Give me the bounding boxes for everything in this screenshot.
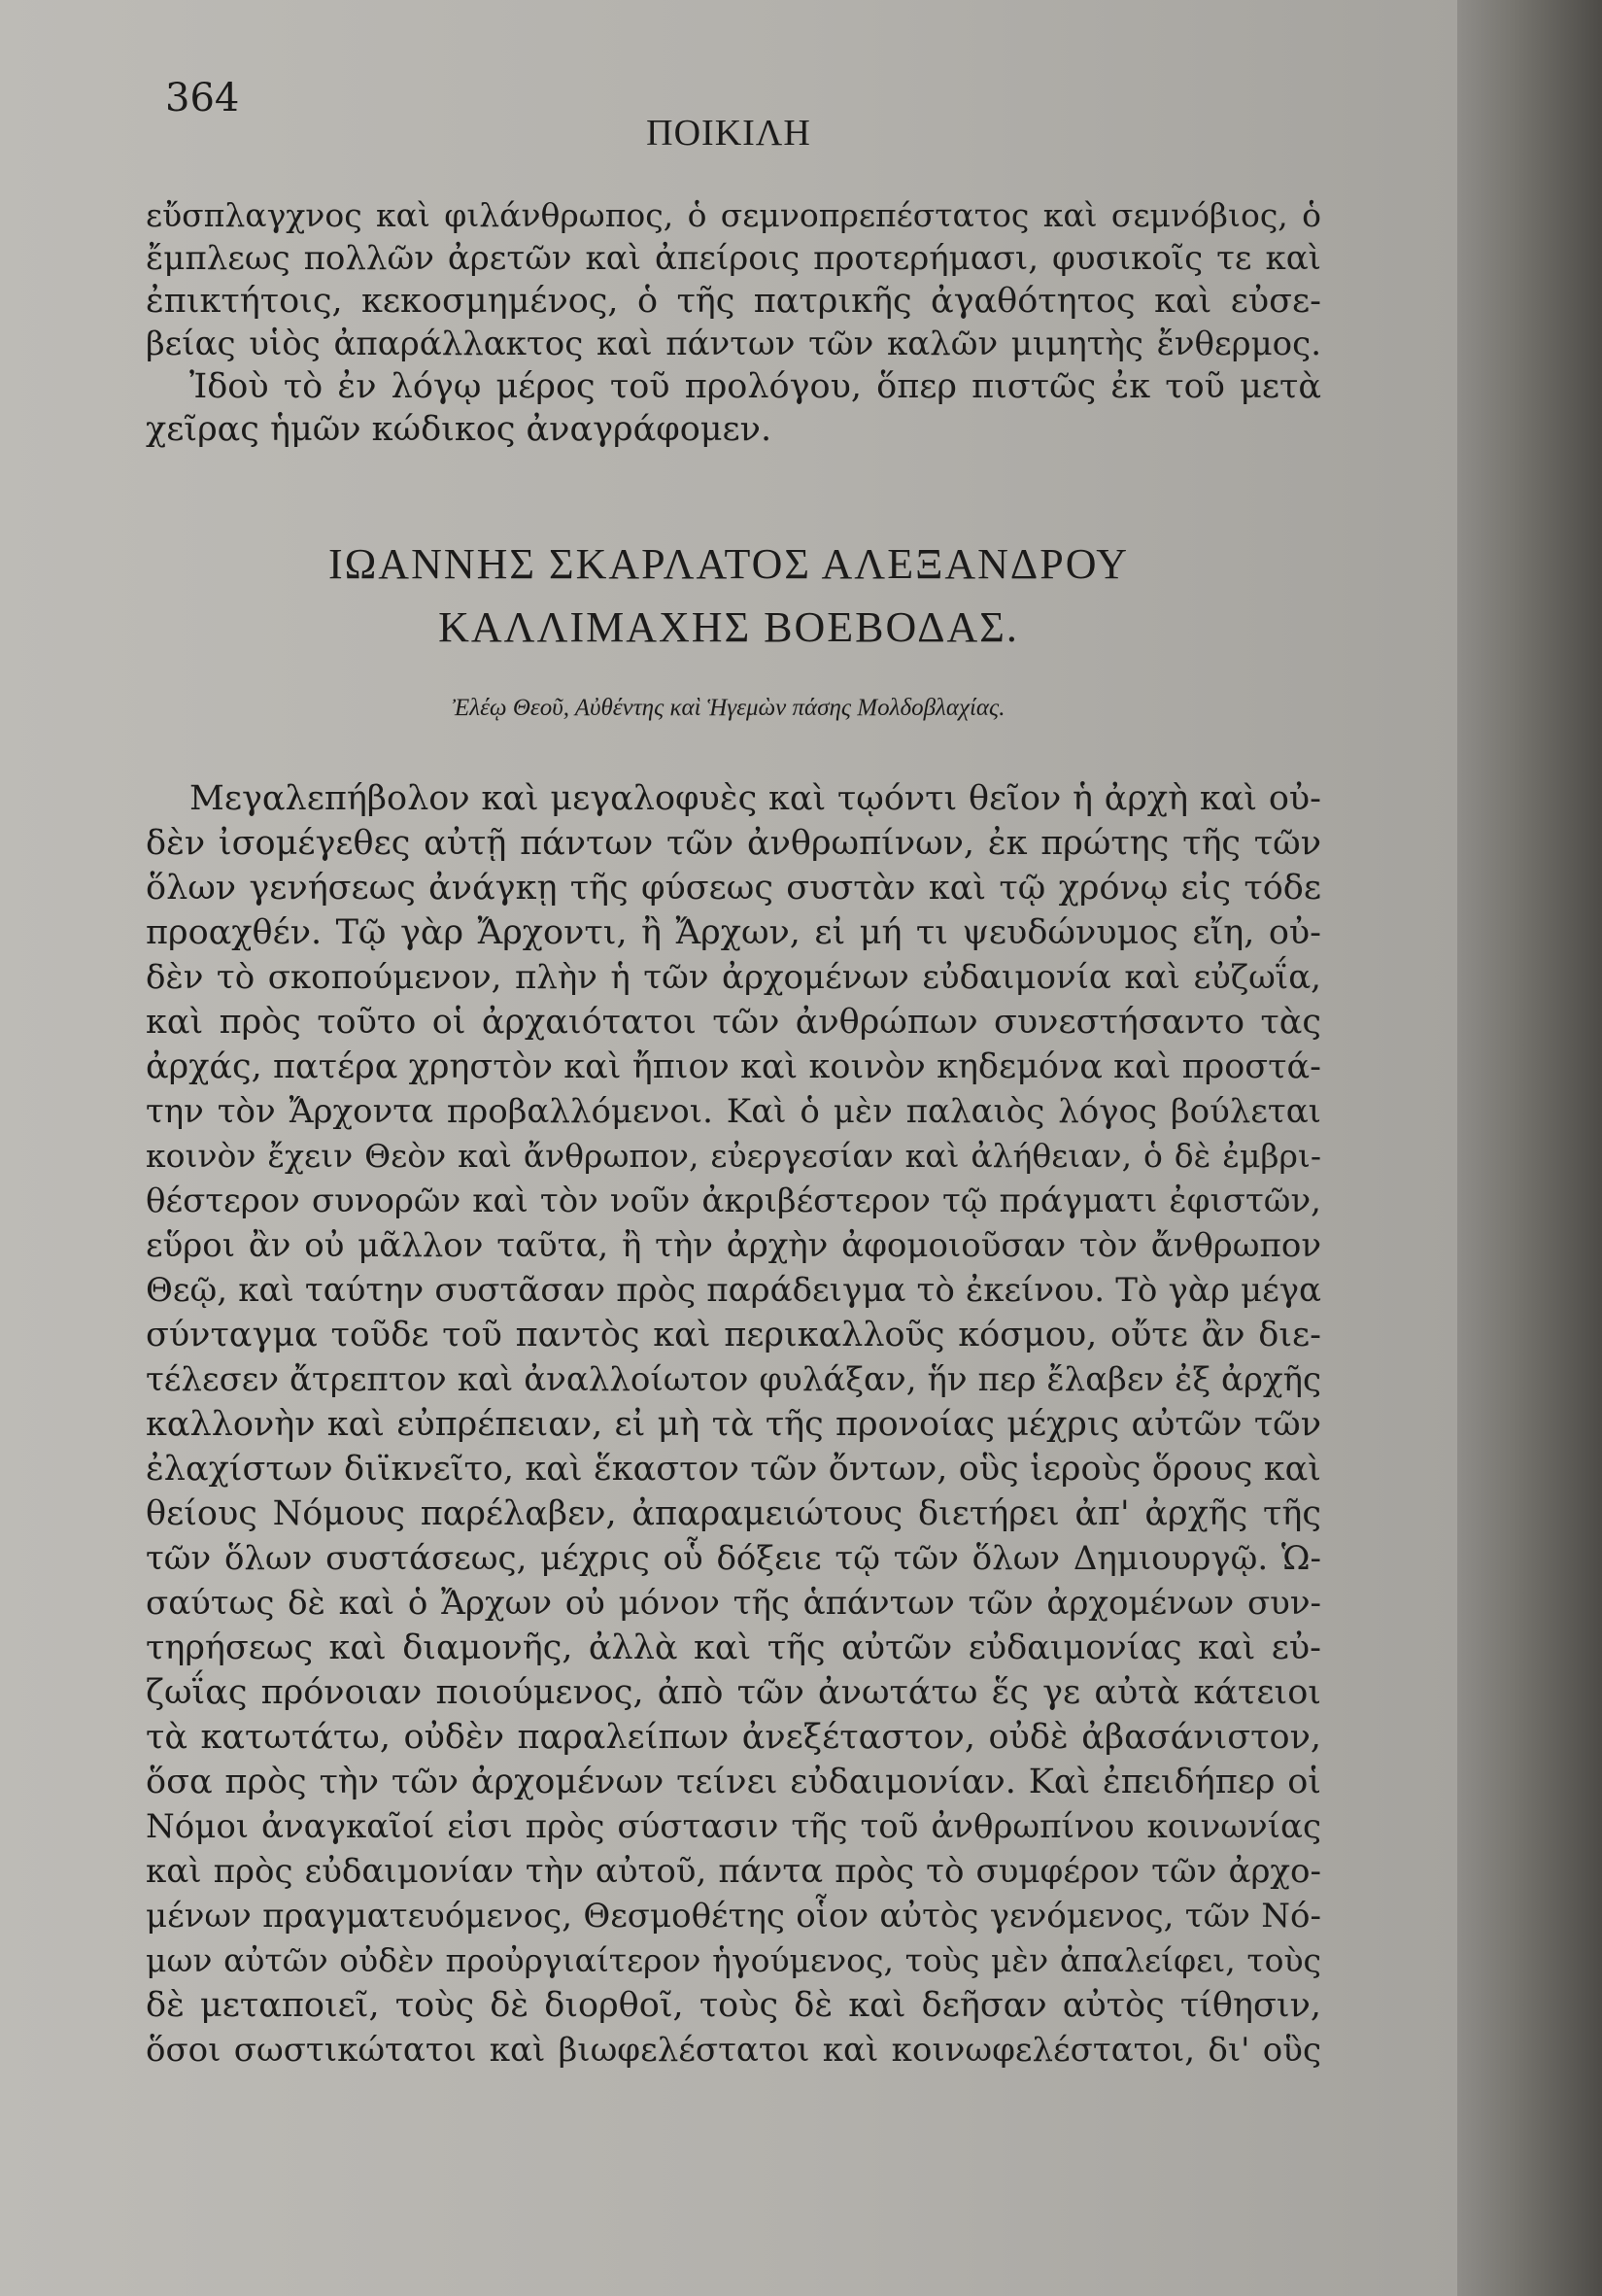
body-line: τῶν ὅλων συστάσεως, μέχρις οὗ δόξειε τῷ τῶν ὅλων Δημιουργῷ. Ὡ- [146, 1539, 1321, 1578]
intro-line: χεῖρας ἡμῶν κώδικος ἀναγράφομεν. [146, 410, 772, 449]
document-heading-line2: ΚΑΛΛΙΜΑΧΗΣ ΒΟΕΒΟΔΑΣ. [438, 603, 1019, 651]
body-line: θείους Νόμους παρέλαβεν, ἀπαραμειώτους διετήρει ἀπ' ἀρχῆς τῆς [146, 1494, 1321, 1533]
body-line: δὲν τὸ σκοπούμενον, πλὴν ἡ τῶν ἀρχομένων εὐδαιμονία καὶ εὐζωΐα, [146, 958, 1321, 997]
body-line: τηρήσεως καὶ διαμονῆς, ἀλλὰ καὶ τῆς αὐτῶν εὐδαιμονίας καὶ εὐ- [146, 1628, 1321, 1667]
body-line: μων αὐτῶν οὐδὲν προὐργιαίτερον ἡγούμενος, τοὺς μὲν ἀπαλείφει, τοὺς [146, 1941, 1321, 1979]
body-line: εὕροι ἂν οὐ μᾶλλον ταῦτα, ἢ τὴν ἀρχὴν ἀφομοιοῦσαν τὸν ἄνθρωπον [146, 1226, 1321, 1265]
body-line: ὅλων γενήσεως ἀνάγκῃ τῆς φύσεως συστὰν καὶ τῷ χρόνῳ εἰς τόδε [146, 869, 1321, 908]
body-line: προαχθέν. Τῷ γὰρ Ἄρχοντι, ἢ Ἄρχων, εἰ μή τι ψευδώνυμος εἴη, οὐ- [146, 913, 1321, 952]
body-line: ἐλαχίστων διϊκνεῖτο, καὶ ἕκαστον τῶν ὄντων, οὓς ἱεροὺς ὅρους καὶ [146, 1450, 1321, 1489]
body-line: σαύτως δὲ καὶ ὁ Ἄρχων οὐ μόνον τῆς ἁπάντων τῶν ἀρχομένων συν- [146, 1584, 1321, 1623]
body-line: Νόμοι ἀναγκαῖοί εἰσι πρὸς σύστασιν τῆς τοῦ ἀνθρωπίνου κοινωνίας [146, 1807, 1321, 1846]
body-line: τέλεσεν ἄτρεπτον καὶ ἀναλλοίωτον φυλάξαν, ἥν περ ἔλαβεν ἐξ ἀρχῆς [146, 1360, 1321, 1399]
page-number: 364 [165, 76, 240, 120]
body-line: κοινὸν ἔχειν Θεὸν καὶ ἄνθρωπον, εὐεργεσίαν καὶ ἀλήθειαν, ὁ δὲ ἐμβρι- [146, 1137, 1321, 1175]
intro-line: ἐπικτήτοις, κεκοσμημένος, ὁ τῆς πατρικῆς ἀγαθότητος καὶ εὐσε- [146, 282, 1321, 321]
body-line: την τὸν Ἄρχοντα προβαλλόμενοι. Καὶ ὁ μὲν παλαιὸς λόγος βούλεται [146, 1092, 1321, 1131]
body-line: ὅσοι σωστικώτατοι καὶ βιωφελέστατοι καὶ κοινωφελέστατοι, δι' οὓς [146, 2031, 1321, 2070]
body-line: τὰ κατωτάτω, οὐδὲν παραλείπων ἀνεξέταστον, οὐδὲ ἀβασάνιστον, [146, 1718, 1321, 1757]
body-line: δὲν ἰσομέγεθες αὐτῇ πάντων τῶν ἀνθρωπίνων, ἐκ πρώτης τῆς τῶν [146, 824, 1321, 863]
intro-line: βείας υἱὸς ἀπαράλλακτος καὶ πάντων τῶν καλῶν μιμητὴς ἔνθερμος. [146, 325, 1321, 363]
body-line: καὶ πρὸς τοῦτο οἱ ἀρχαιότατοι τῶν ἀνθρώπων συνεστήσαντο τὰς [146, 1003, 1321, 1042]
document-heading-line1: ΙΩΑΝΝΗΣ ΣΚΑΡΛΑΤΟΣ ΑΛΕΞΑΝΔΡΟΥ [327, 540, 1130, 588]
body-line: Μεγαλεπήβολον καὶ μεγαλοφυὲς καὶ τῳόντι θεῖον ἡ ἀρχὴ καὶ οὐ- [189, 779, 1321, 818]
intro-line: εὔσπλαγχνος καὶ φιλάνθρωπος, ὁ σεμνοπρεπέστατος καὶ σεμνόβιος, ὁ [146, 196, 1321, 234]
body-line: καλλονὴν καὶ εὐπρέπειαν, εἰ μὴ τὰ τῆς προνοίας μέχρις αὐτῶν τῶν [146, 1405, 1321, 1444]
body-line: καὶ πρὸς εὐδαιμονίαν τὴν αὐτοῦ, πάντα πρὸς τὸ συμφέρον τῶν ἀρχο- [146, 1852, 1321, 1891]
body-line: Θεῷ, καὶ ταύτην συστᾶσαν πρὸς παράδειγμα τὸ ἐκείνου. Τὸ γὰρ μέγα [146, 1271, 1321, 1310]
intro-line: Ἰδοὺ τὸ ἐν λόγῳ μέρος τοῦ προλόγου, ὅπερ πιστῶς ἐκ τοῦ μετὰ [189, 367, 1321, 406]
intro-line: ἔμπλεως πολλῶν ἀρετῶν καὶ ἀπείροις προτερήμασι, φυσικοῖς τε καὶ [146, 239, 1321, 278]
body-line: ὅσα πρὸς τὴν τῶν ἀρχομένων τείνει εὐδαιμονίαν. Καὶ ἐπειδήπερ οἱ [146, 1763, 1321, 1801]
body-line: ζωΐας πρόνοιαν ποιούμενος, ἀπὸ τῶν ἀνωτάτω ἕς γε αὐτὰ κάτειοι [146, 1673, 1321, 1712]
document-subheading: Ἐλέῳ Θεοῦ, Αὐθέντης καὶ Ἡγεμὼν πάσης Μολδοβλαχίας. [452, 695, 1006, 721]
page-edge-shadow [1457, 0, 1602, 2296]
body-line: ἀρχάς, πατέρα χρηστὸν καὶ ἤπιον καὶ κοινὸν κηδεμόνα καὶ προστά- [146, 1047, 1321, 1086]
body-line: μένων πραγματευόμενος, Θεσμοθέτης οἷον αὐτὸς γενόμενος, τῶν Νό- [146, 1897, 1321, 1936]
body-line: δὲ μεταποιεῖ, τοὺς δὲ διορθοῖ, τοὺς δὲ καὶ δεῆσαν αὐτὸς τίθησιν, [146, 1986, 1321, 2025]
body-line: θέστερον συνορῶν καὶ τὸν νοῦν ἀκριβέστερον τῷ πράγματι ἐφιστῶν, [146, 1182, 1321, 1220]
body-line: σύνταγμα τοῦδε τοῦ παντὸς καὶ περικαλλοῦς κόσμου, οὔτε ἂν διε- [146, 1316, 1321, 1354]
running-head: ΠΟΙΚΙΛΗ [646, 113, 811, 154]
